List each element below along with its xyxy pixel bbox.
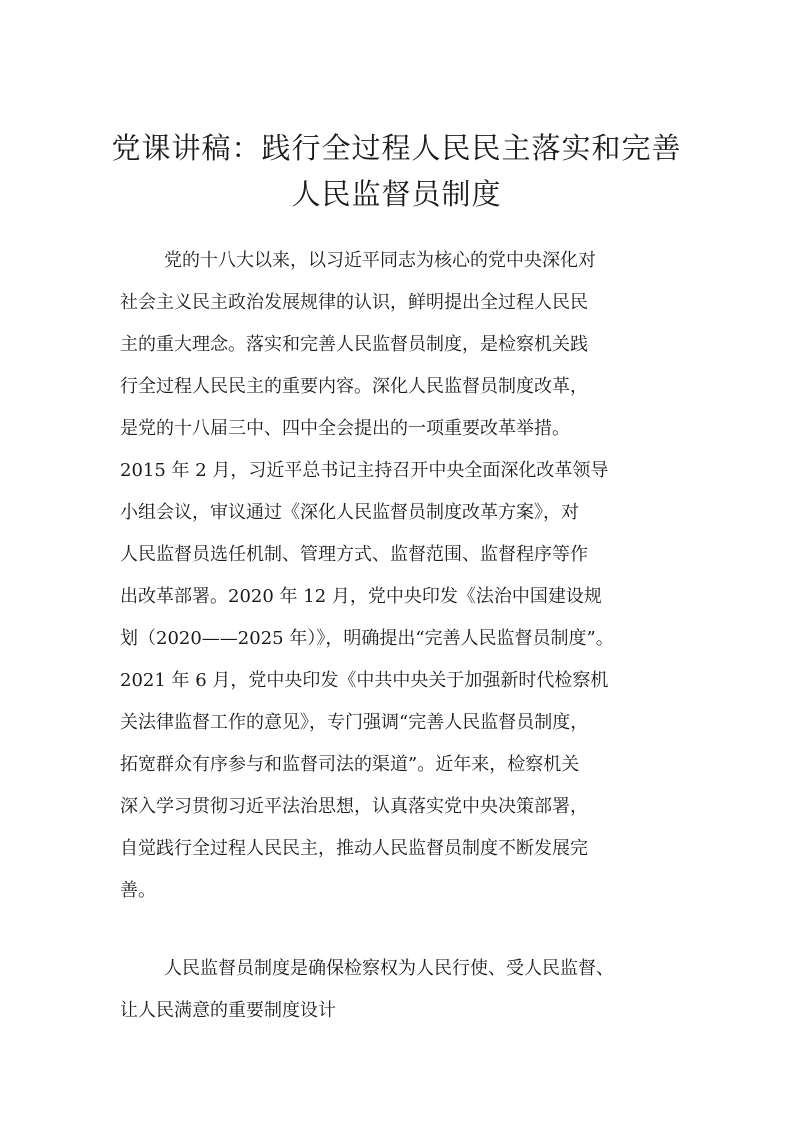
- paragraph-1-line: 党的十八大以来，以习近平同志为核心的党中央深化对: [164, 250, 596, 271]
- paragraph-1-line: 出改革部署。2020 年 12 月，党中央印发《法治中国建设规: [120, 586, 602, 607]
- paragraph-1-line: 是党的十八届三中、四中全会提出的一项重要改革举措。: [120, 418, 570, 439]
- paragraph-1-line: 自觉践行全过程人民民主，推动人民监督员制度不断发展完: [120, 838, 588, 859]
- paragraph-1-line: 小组会议，审议通过《深化人民监督员制度改革方案》，对: [120, 502, 579, 523]
- paragraph-1-line: 深入学习贯彻习近平法治思想，认真落实党中央决策部署，: [120, 796, 588, 817]
- paragraph-1-line: 主的重大理念。落实和完善人民监督员制度，是检察机关践: [120, 334, 588, 355]
- paragraph-2-line: 人民监督员制度是确保检察权为人民行使、受人民监督、: [164, 958, 614, 979]
- paragraph-1-line: 行全过程人民民主的重要内容。深化人民监督员制度改革，: [120, 376, 588, 397]
- paragraph-2-line: 让人民满意的重要制度设计: [120, 1000, 336, 1021]
- paragraph-1-line: 2015 年 2 月，习近平总书记主持召开中央全面深化改革领导: [120, 460, 609, 481]
- paragraph-1-line: 拓宽群众有序参与和监督司法的渠道”。近年来，检察机关: [120, 754, 580, 775]
- paragraph-1-line: 人民监督员选任机制、管理方式、监督范围、监督程序等作: [120, 544, 588, 565]
- document-title-line-1: 党课讲稿：践行全过程人民民主落实和完善: [111, 131, 682, 165]
- paragraph-1-line: 善。: [120, 880, 156, 901]
- paragraph-1-line: 社会主义民主政治发展规律的认识，鲜明提出全过程人民民: [120, 292, 588, 313]
- paragraph-1-line: 2021 年 6 月，党中央印发《中共中央关于加强新时代检察机: [120, 670, 609, 691]
- paragraph-1-line: 划（2020——2025 年）》，明确提出“完善人民监督员制度”。: [120, 628, 614, 649]
- document-title-line-2: 人民监督员制度: [291, 177, 502, 211]
- paragraph-1-line: 关法律监督工作的意见》，专门强调“完善人民监督员制度，: [120, 712, 589, 733]
